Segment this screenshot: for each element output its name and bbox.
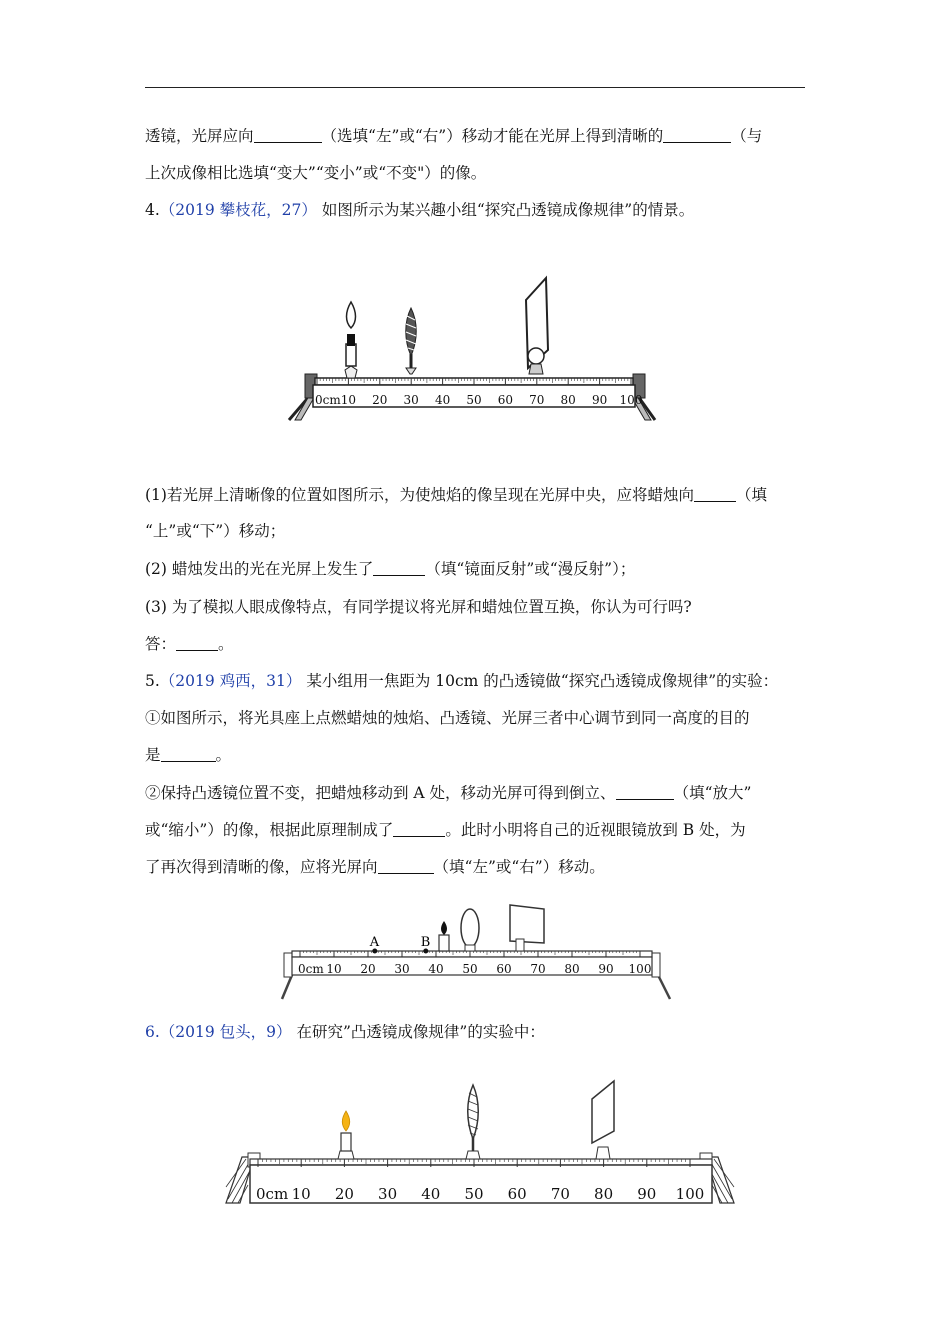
point-b-label: B (420, 935, 431, 950)
question-text: 某小组用一焦距为 10cm 的凸透镜做“探究凸透镜成像规律”的实验： (306, 672, 779, 690)
text: （填“镜面反射”或“漫反射”）； (425, 560, 636, 578)
answer-blank[interactable] (694, 487, 736, 502)
text: （填“左”或“右”）移动。 (433, 858, 605, 876)
question-6-title (145, 1022, 545, 1042)
scale-label: 40 (434, 393, 451, 407)
scale-label: 20 (334, 1185, 354, 1203)
scale-label: 90 (598, 962, 614, 976)
scale-label: 70 (529, 393, 545, 407)
text: （填“放大” (673, 784, 752, 802)
text-line (145, 783, 751, 803)
question-text: 如图所示为某兴趣小组“探究凸透镜成像规律”的情景。 (321, 201, 695, 219)
scale-label: 60 (507, 1185, 527, 1203)
scale-label: 40 (428, 962, 444, 976)
header-rule (145, 87, 805, 88)
question-5-title (145, 671, 778, 691)
convex-lens (406, 308, 417, 374)
scale-label: 30 (403, 393, 419, 407)
text-line (145, 126, 762, 146)
answer-blank[interactable] (373, 561, 425, 576)
scale-label: 50 (464, 1185, 484, 1203)
optical-bench-figure-2 (270, 895, 675, 1005)
text-line: “上”或“下”）移动； (145, 522, 286, 540)
text: (1)若光屏上清晰像的位置如图所示，为使烛焰的像呈现在光屏中央，应将蜡烛向 (145, 486, 694, 504)
scale-label: 10 (326, 962, 342, 976)
light-screen (592, 1081, 614, 1159)
question-4-title (145, 200, 694, 220)
optical-bench-figure-3 (220, 1075, 740, 1215)
scale-label: 90 (591, 393, 608, 407)
text-line (145, 634, 234, 654)
answer-blank[interactable] (393, 822, 445, 837)
scale-label: 100 (619, 393, 643, 407)
text: 。此时小明将自己的近视眼镜放到 B 处，为 (445, 821, 746, 839)
text-line (145, 745, 231, 765)
scale-label: 30 (378, 1185, 398, 1203)
text-line (145, 485, 767, 505)
scale-label: 50 (462, 962, 478, 976)
scale-label: 0cm (315, 393, 341, 407)
answer-blank[interactable] (161, 747, 216, 762)
scale-label: 100 (628, 962, 652, 976)
answer-blank[interactable] (254, 128, 322, 143)
question-number: 5. (145, 672, 160, 690)
scale-label: 40 (421, 1185, 441, 1203)
text-line (145, 559, 635, 579)
scale-label: 0cm (298, 962, 324, 976)
scale-label: 50 (466, 393, 482, 407)
scale-label: 70 (530, 962, 546, 976)
flame (347, 302, 356, 328)
scale-label: 70 (550, 1185, 570, 1203)
light-screen (510, 905, 544, 951)
scale-label: 60 (497, 393, 514, 407)
text: （与 (731, 127, 763, 145)
text-line (145, 820, 746, 840)
question-source: （2019 攀枝花，27） (159, 201, 317, 219)
question-number: 4. (145, 201, 160, 219)
scale-label: 80 (560, 393, 576, 407)
text: ②保持凸透镜位置不变，把蜡烛移动到 A 处，移动光屏可得到倒立、 (145, 784, 616, 802)
scale-label: 80 (564, 962, 580, 976)
candle (345, 302, 357, 378)
scale-label: 10 (291, 1185, 311, 1203)
candle (439, 921, 449, 951)
answer-blank[interactable] (176, 636, 218, 651)
text: 或“缩小”）的像，根据此原理制成了 (145, 821, 394, 839)
scale-label: 100 (675, 1185, 705, 1203)
text: 透镜，光屏应向 (145, 127, 254, 145)
text: （填 (735, 486, 767, 504)
answer-blank[interactable] (616, 785, 674, 800)
light-screen (526, 278, 548, 374)
text: (2) 蜡烛发出的光在光屏上发生了 (145, 560, 374, 578)
text-line (145, 857, 605, 877)
convex-lens (466, 1085, 480, 1159)
text-line: 上次成像相比选填“变大”“变小”或“不变"）的像。 (145, 164, 487, 182)
candle (338, 1111, 354, 1159)
question-text: 在研究”凸透镜成像规律”的实验中： (296, 1023, 545, 1041)
scale-label: 20 (372, 393, 388, 407)
scale-label: 60 (496, 962, 512, 976)
answer-blank[interactable] (378, 859, 434, 874)
answer-blank[interactable] (663, 128, 731, 143)
question-number: 6. (145, 1023, 160, 1041)
scale-label: 80 (594, 1185, 614, 1203)
text-line: (3) 为了模拟人眼成像特点，有同学提议将光屏和蜡烛位置互换，你认为可行吗? (145, 598, 692, 616)
text: 。 (215, 746, 232, 764)
scale-label: 0cm (256, 1185, 289, 1203)
scale-label: 30 (394, 962, 410, 976)
scale-label: 20 (360, 962, 376, 976)
text: 了再次得到清晰的像，应将光屏向 (145, 858, 378, 876)
optical-bench-figure-1 (285, 270, 665, 430)
text: 是 (145, 746, 161, 764)
scale-label: 10 (340, 393, 357, 407)
text: 。 (218, 635, 234, 653)
text-line: ①如图所示，将光具座上点燃蜡烛的烛焰、凸透镜、光屏三者中心调节到同一高度的目的 (145, 709, 750, 727)
flame (342, 1111, 350, 1131)
text: （选填“左”或“右”）移动才能在光屏上得到清晰的 (321, 127, 664, 145)
question-source: （2019 鸡西，31） (159, 672, 302, 690)
convex-lens (461, 909, 479, 951)
question-source: （2019 包头，9） (159, 1023, 292, 1041)
scale-label: 90 (637, 1185, 657, 1203)
point-a-label: A (369, 935, 380, 950)
text: 答： (145, 635, 177, 653)
